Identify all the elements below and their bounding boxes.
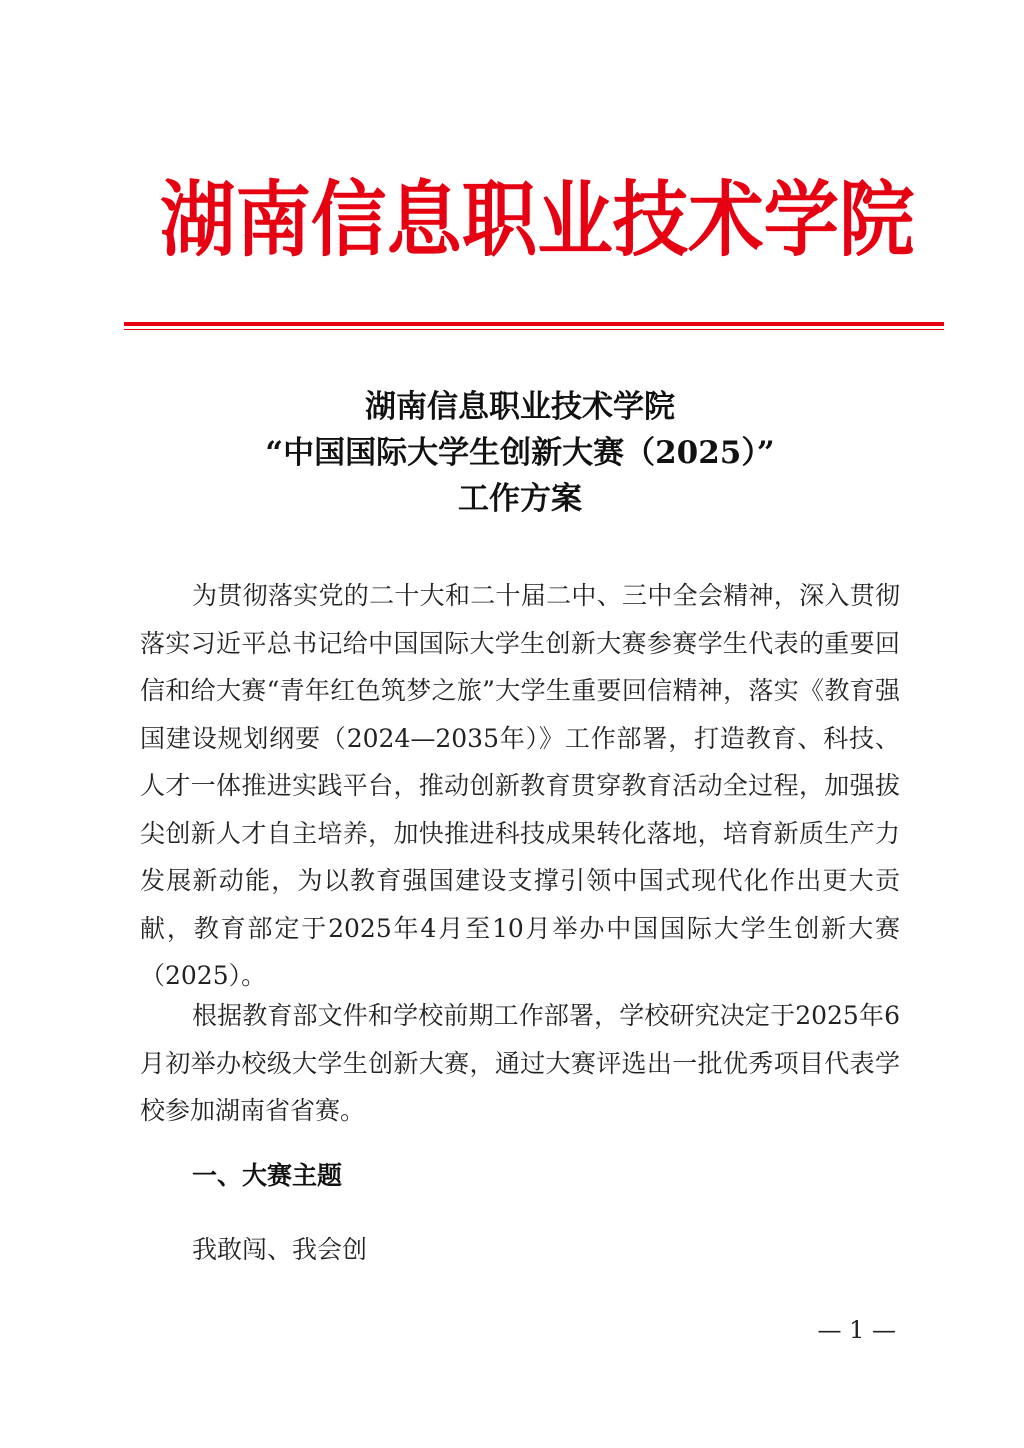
masthead-rule-thick — [124, 322, 944, 326]
masthead-title: 湖南信息职业技术学院 — [160, 172, 915, 268]
body-paragraph-1: 为贯彻落实党的二十大和二十届二中、三中全会精神，深入贯彻落实习近平总书记给中国国际大学生创新大赛参赛学生代表的重要回信和给大赛“青年红色筑梦之旅”大学生重要回信精神，落实《教育强国建设规划纲要（2024—2035年）》工作部署，打造教育、科技、人才一体推进实践平台，推动创新教育贯穿教育活动全过程，加强拔尖创新人才自主培养，加快推进科技成果转化落地，培育新质生产力发展新动能，为以教育强国建设支撑引领中国式现代化作出更大贡献，教育部定于2025年4月至10月举办中国国际大学生创新大赛（2025）。 — [140, 581, 900, 990]
body-paragraph-2: 根据教育部文件和学校前期工作部署，学校研究决定于2025年6月初举办校级大学生创新大赛，通过大赛评选出一批优秀项目代表学校参加湖南省省赛。 — [140, 1001, 900, 1125]
page-number: — 1 — — [817, 1316, 896, 1344]
title-line-3: 工作方案 — [458, 481, 582, 517]
section-content-theme: 我敢闯、我会创 — [192, 1235, 368, 1264]
masthead-rule-thin — [124, 329, 944, 330]
section-heading-theme: 一、大赛主题 — [192, 1161, 343, 1190]
title-line-1: 湖南信息职业技术学院 — [365, 389, 675, 425]
title-line-2: “中国国际大学生创新大赛（2025）” — [265, 435, 775, 471]
document-title — [140, 384, 900, 522]
